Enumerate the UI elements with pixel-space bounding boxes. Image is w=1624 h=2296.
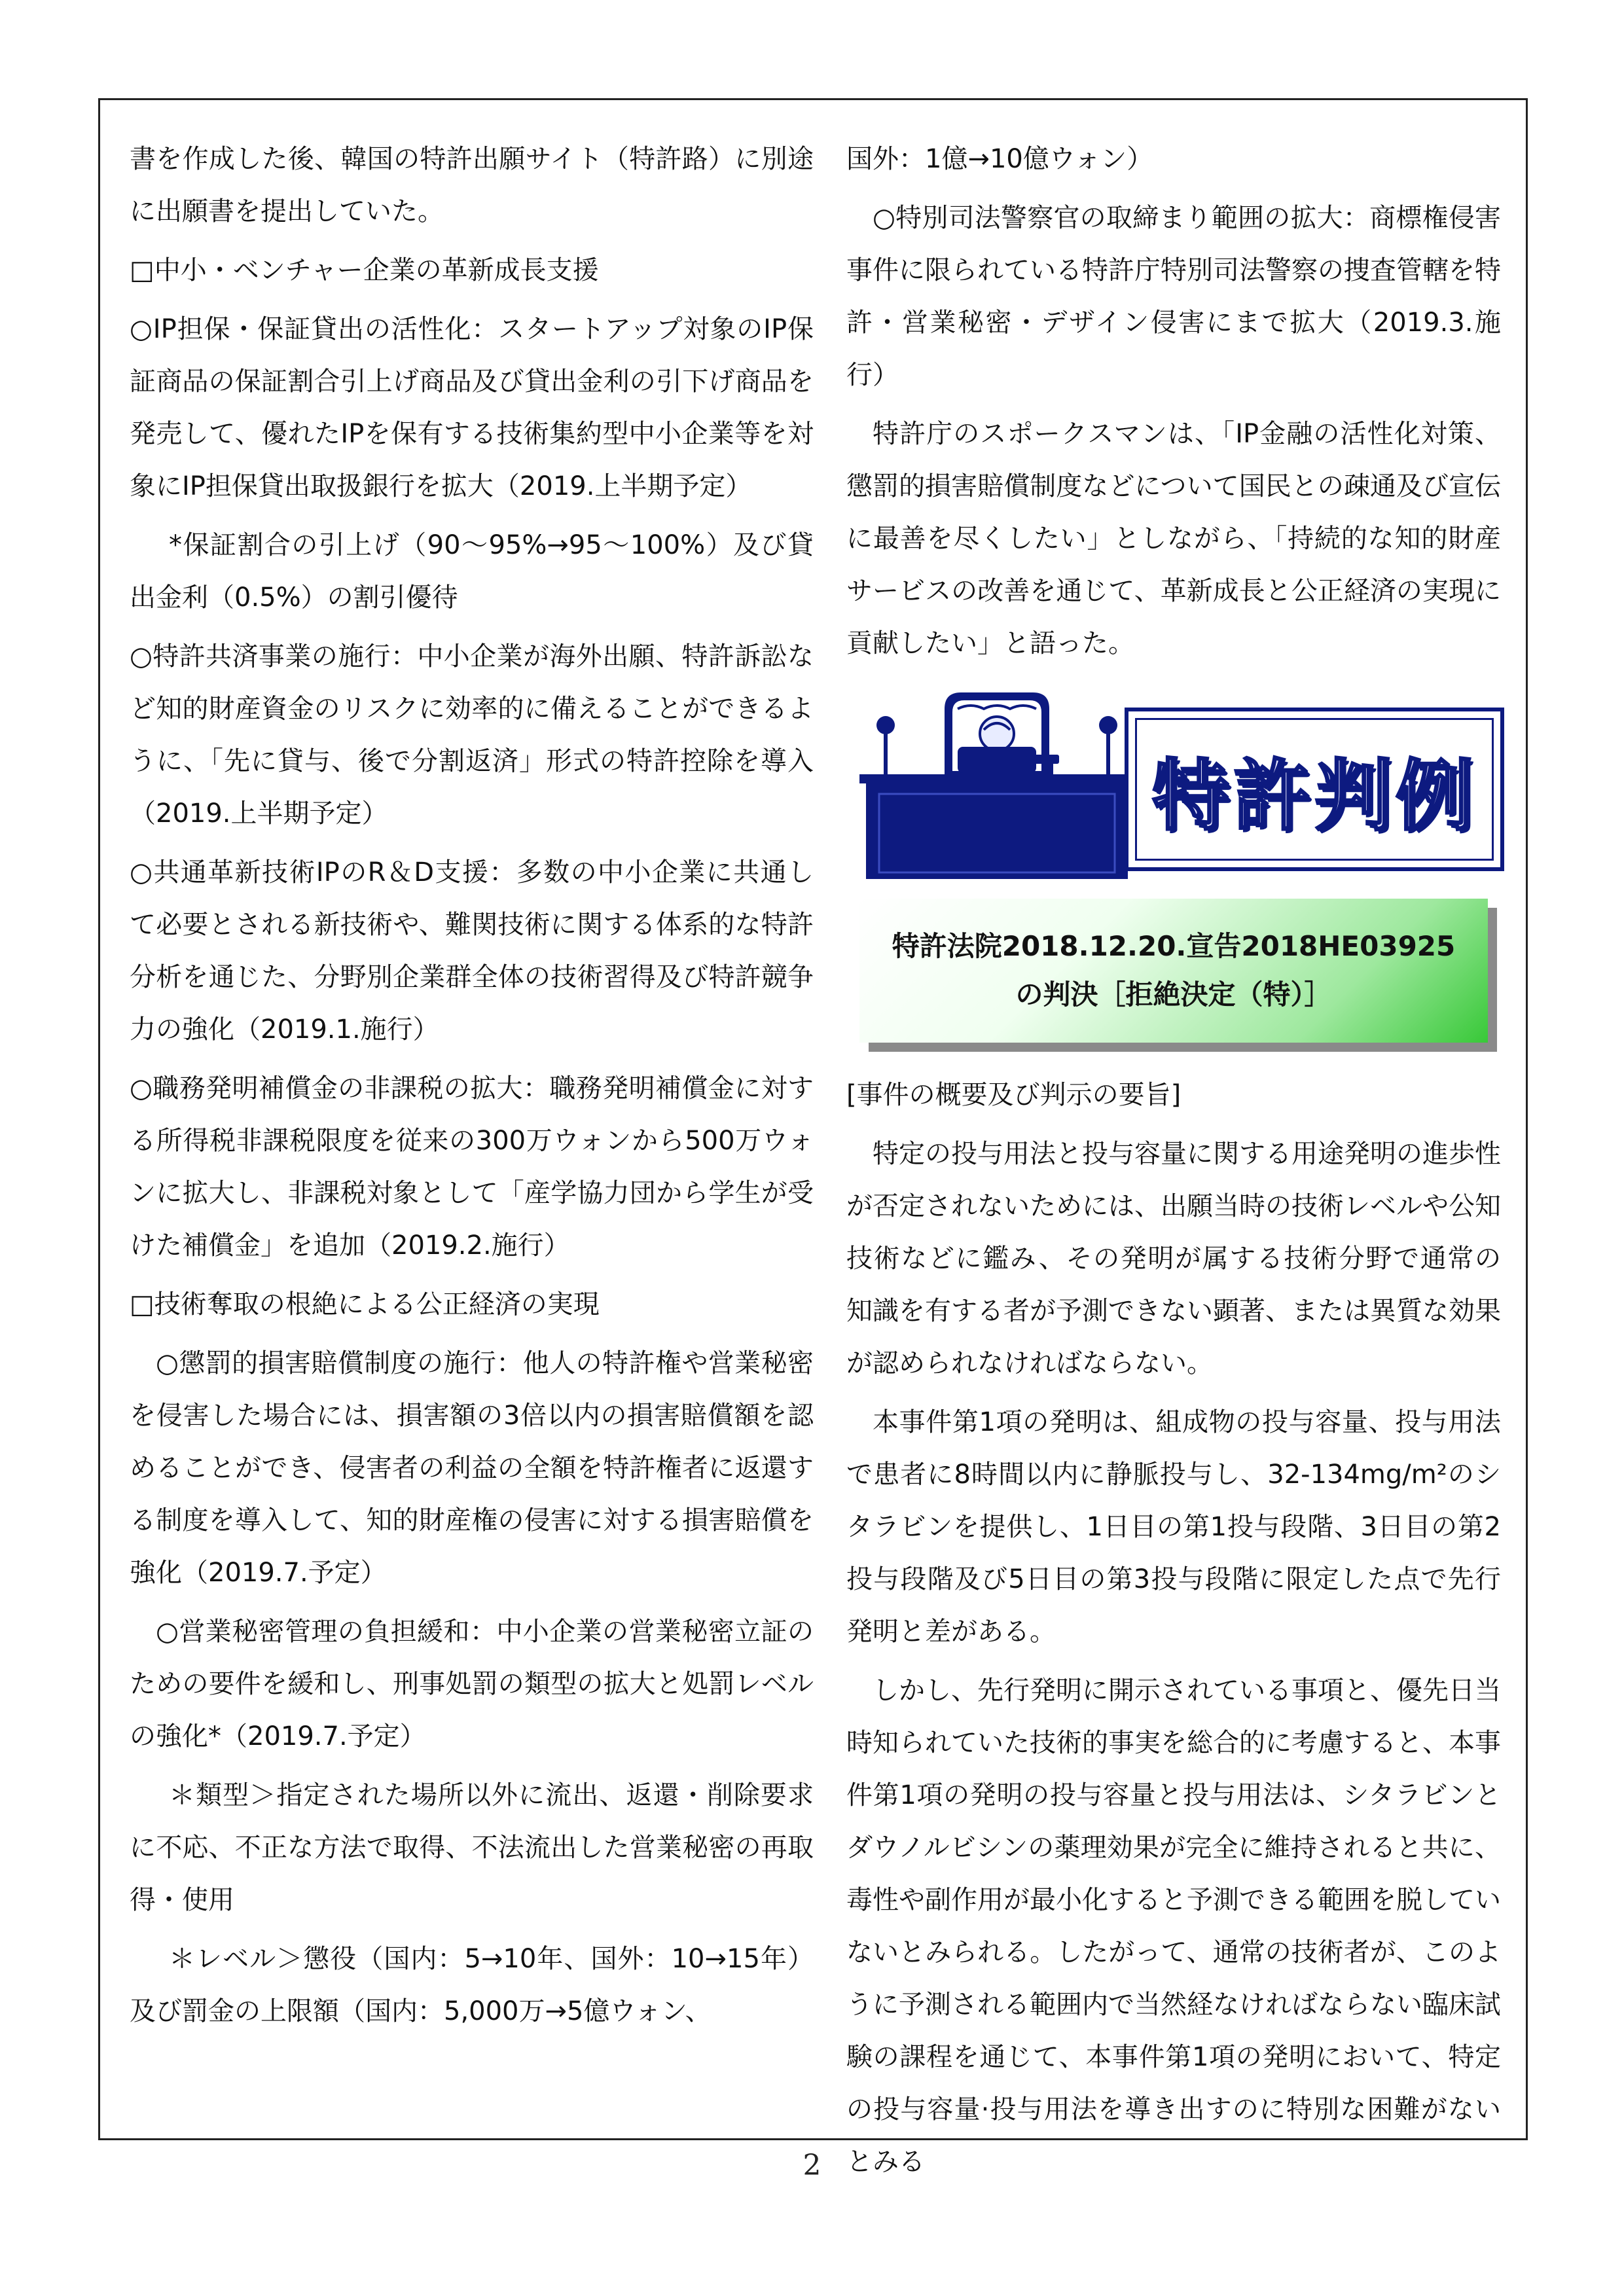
section-label: [事件の概要及び判示の要旨] [846, 1080, 1182, 1110]
case-title-box [859, 899, 1488, 1043]
case-title-line1: 特許法院2018.12.20.宣告2018HE03925 [892, 930, 1456, 962]
note-paragraph: ＊類型＞指定された場所以外に流出、返還・削除要求に不応、不正な方法で取得、不法流出した営業秘密の再取得・使用 [130, 1780, 814, 1915]
banner-title-box [1125, 708, 1504, 871]
paragraph: 国外：1億→10億ウォン） [846, 144, 1153, 174]
paragraph: ○特別司法警察官の取締まり範囲の拡大：商標権侵害事件に限られている特許庁特別司法警察の捜査管轄を特許・営業秘密・デザイン侵害にまで拡大（2019.3.施行） [846, 203, 1501, 390]
paragraph: ○特許共済事業の施行：中小企業が海外出願、特許訴訟など知的財産資金のリスクに効率的に備えることができるように、「先に貸与、後で分割返済」形式の特許控除を導入（2019.上半期予定） [130, 641, 814, 829]
paragraph: ○懲罰的損害賠償制度の施行：他人の特許権や営業秘密を侵害した場合には、損害額の3倍以内の損害賠償額を認めることができ、侵害者の利益の全額を特許権者に返還する制度を導入して、知的財産権の侵害に対する損害賠償を強化（2019.7.予定） [130, 1348, 814, 1588]
patent-case-banner [859, 689, 1501, 879]
paragraph: 特定の投与用法と投与容量に関する用途発明の進歩性が否定されないためには、出願当時の技術レベルや公知技術などに鑑み、その発明が属する技術分野で通常の知識を有する者が予測できない顕著、または異質な効果が認められなければならない。 [846, 1139, 1501, 1378]
note-paragraph: ＊レベル＞懲役（国内：5→10年、国外：10→15年）及び罰金の上限額（国内：5,000万→5億ウォン、 [130, 1944, 814, 2026]
paragraph: ○共通革新技術IPのR＆D支援：多数の中小企業に共通して必要とされる新技術や、難関技術に関する体系的な特許分析を通じた、分野別企業群全体の技術習得及び特許競争力の強化（2019.1.施行） [130, 857, 814, 1045]
banner-title: 特許判例 [1151, 751, 1477, 841]
paragraph: 本事件第1項の発明は、組成物の投与容量、投与用法で患者に8時間以内に静脈投与し、32-134mg/m²のシタラビンを提供し、1日目の第1投与段階、3日目の第2投与段階及び5日目の第3投与段階に限定した点で先行発明と差がある。 [846, 1407, 1501, 1647]
courtroom-judge-icon [859, 689, 1134, 879]
section-heading: □中小・ベンチャー企業の革新成長支援 [130, 255, 599, 285]
right-column [846, 133, 1501, 2195]
paragraph: ○営業秘密管理の負担緩和：中小企業の営業秘密立証のための要件を緩和し、刑事処罰の類型の拡大と処罰レベルの強化*（2019.7.予定） [130, 1617, 814, 1751]
paragraph: ○職務発明補償金の非課税の拡大：職務発明補償金に対する所得税非課税限度を従来の300万ウォンから500万ウォンに拡大し、非課税対象として「産学協力団から学生が受けた補償金」を追加（2019.2.施行） [130, 1073, 814, 1261]
paragraph: しかし、先行発明に開示されている事項と、優先日当時知られていた技術的事実を総合的に考慮すると、本事件第1項の発明の投与容量と投与用法は、シタラビンとダウノルビシンの薬理効果が完全に維持されると共に、毒性や副作用が最小化すると予測できる範囲を脱していないとみられる。したがって、通常の技術者が、このように予測される範囲内で当然経なければならない臨床試験の課程を通じて、本事件第1項の発明において、特定の投与容量·投与用法を導き出すのに特別な困難がないとみる [846, 1676, 1501, 2177]
left-column [130, 133, 814, 2044]
page-number: 2 [803, 2149, 821, 2182]
section-heading: □技術奪取の根絶による公正経済の実現 [130, 1289, 600, 1319]
paragraph: ○IP担保・保証貸出の活性化：スタートアップ対象のIP保証商品の保証割合引上げ商品及び貸出金利の引下げ商品を発売して、優れたIPを保有する技術集約型中小企業等を対象にIP担保貸出取扱銀行を拡大（2019.上半期予定） [130, 314, 814, 501]
page-frame [98, 98, 1528, 2177]
paragraph: 書を作成した後、韓国の特許出願サイト（特許路）に別途に出願書を提出していた。 [130, 144, 814, 226]
note-paragraph: *保証割合の引上げ（90～95%→95～100%）及び貸出金利（0.5%）の割引優待 [130, 530, 814, 613]
paragraph: 特許庁のスポークスマンは、「IP金融の活性化対策、懲罰的損害賠償制度などについて国民との疎通及び宣伝に最善を尽くしたい」としながら、「持続的な知的財産サービスの改善を通じて、革新成長と公正経済の実現に貢献したい」と語った。 [846, 419, 1501, 658]
case-title-line2: の判決［拒絶決定（特）］ [1015, 978, 1332, 1011]
